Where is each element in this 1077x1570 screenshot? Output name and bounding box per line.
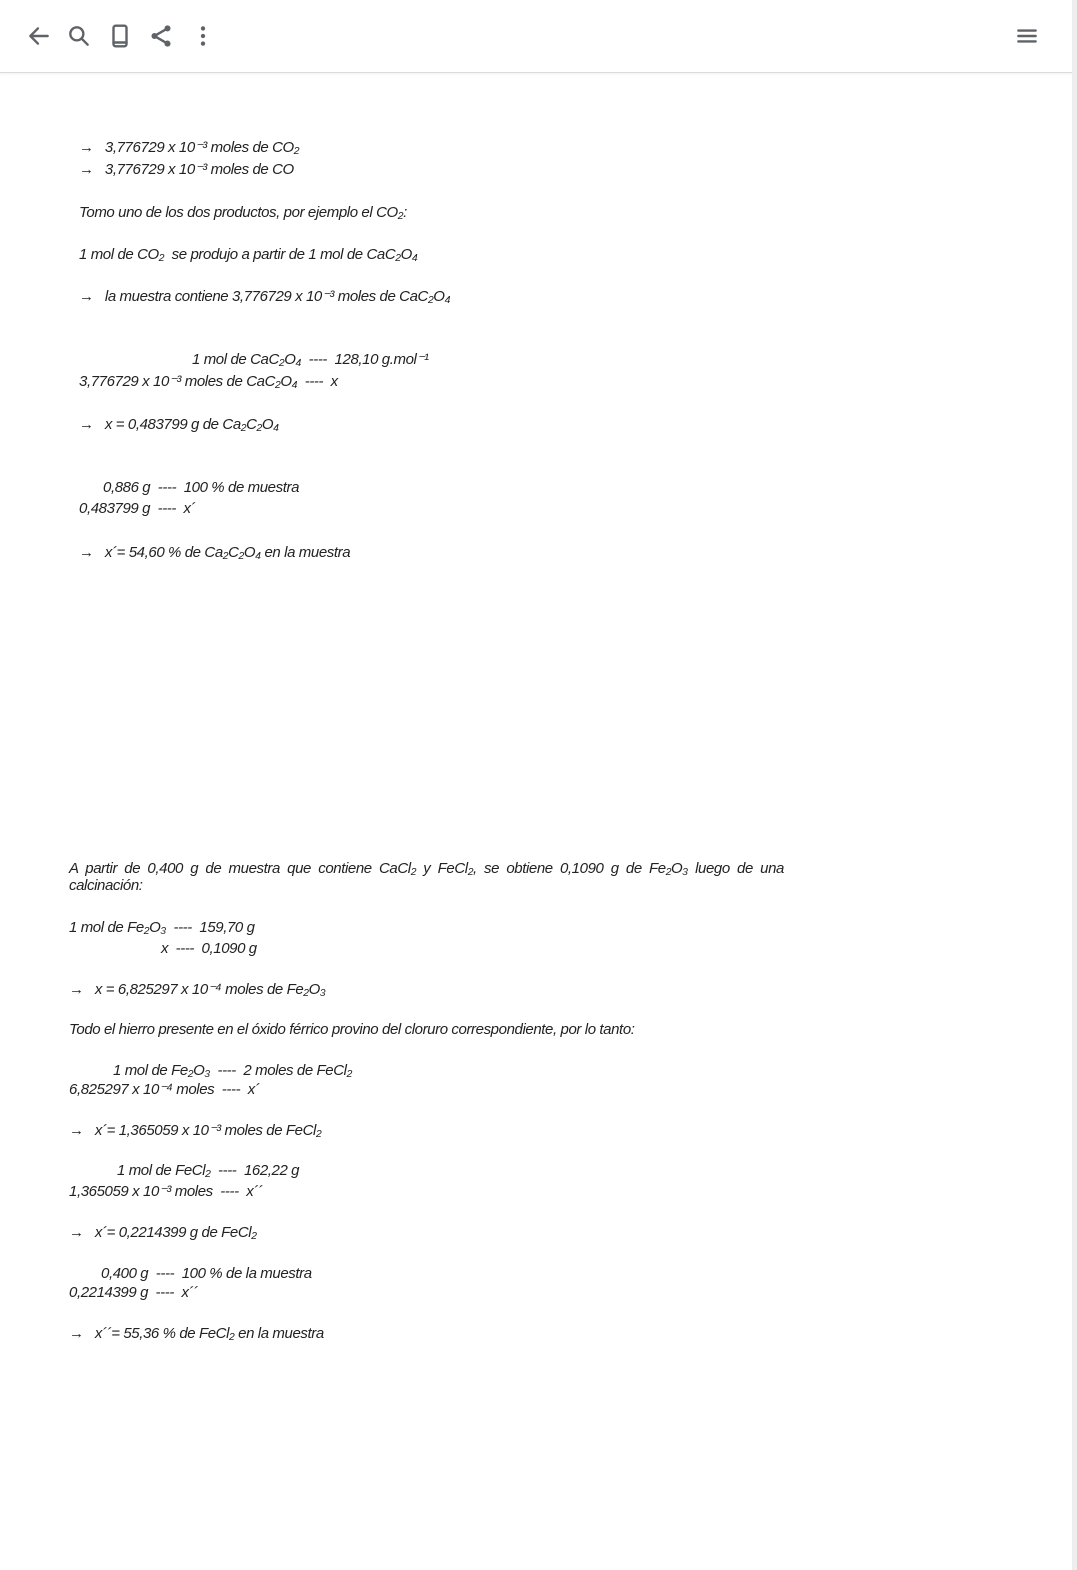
text-line: Tomo uno de los dos productos, por ejemplo el CO₂:: [79, 204, 407, 221]
text-line: 1 mol de Fe₂O₃ ---- 2 moles de FeCl₂: [113, 1062, 352, 1079]
share-icon[interactable]: [143, 18, 179, 54]
toolbar: [0, 0, 1077, 73]
text-line: → x = 0,483799 g de Ca₂C₂O₄: [79, 416, 279, 433]
text-line: 6,825297 x 10⁻⁴ moles ---- x´: [69, 1081, 260, 1098]
text-line: → 3,776729 x 10⁻³ moles de CO₂: [79, 139, 300, 156]
text-line: Todo el hierro presente en el óxido férrico provino del cloruro correspondiente, por lo tanto:: [69, 1021, 635, 1038]
text-line: 1 mol de FeCl₂ ---- 162,22 g: [117, 1162, 300, 1179]
document-viewer: [0, 73, 1072, 1570]
text-line: 0,400 g ---- 100 % de la muestra: [101, 1265, 312, 1282]
scrollbar[interactable]: [1072, 0, 1077, 1570]
text-line: 1 mol de CO₂ se produjo a partir de 1 mol de CaC₂O₄: [79, 246, 418, 263]
text-line: 0,886 g ---- 100 % de muestra: [103, 479, 300, 496]
text-line: 0,2214399 g ---- x´´: [69, 1284, 198, 1301]
text-line: 1 mol de Fe₂O₃ ---- 159,70 g: [69, 919, 255, 936]
text-line: x ---- 0,1090 g: [161, 940, 257, 957]
text-line: → x´´= 55,36 % de FeCl₂ en la muestra: [69, 1325, 324, 1342]
phone-icon[interactable]: [102, 18, 138, 54]
text-line: → x = 6,825297 x 10⁻⁴ moles de Fe₂O₃: [69, 981, 326, 998]
text-line: 0,483799 g ---- x´: [79, 500, 196, 517]
text-line: 1 mol de CaC₂O₄ ---- 128,10 g.mol⁻¹: [192, 351, 429, 368]
text-line: 3,776729 x 10⁻³ moles de CaC₂O₄ ---- x: [79, 373, 338, 390]
text-line: → x´= 0,2214399 g de FeCl₂: [69, 1224, 257, 1241]
search-icon[interactable]: [61, 18, 97, 54]
text-paragraph: A partir de 0,400 g de muestra que contiene CaCl₂ y FeCl₂, se obtiene 0,1090 g de Fe₂O₃ luego de una calcinación:: [69, 860, 784, 894]
text-line: → x´= 54,60 % de Ca₂C₂O₄ en la muestra: [79, 544, 351, 561]
more-vert-icon[interactable]: [185, 18, 221, 54]
text-line: → 3,776729 x 10⁻³ moles de CO: [79, 161, 294, 178]
back-arrow-icon[interactable]: [21, 18, 57, 54]
text-line: 1,365059 x 10⁻³ moles ---- x´´: [69, 1183, 263, 1200]
text-line: → x´= 1,365059 x 10⁻³ moles de FeCl₂: [69, 1122, 322, 1139]
text-line: → la muestra contiene 3,776729 x 10⁻³ moles de CaC₂O₄: [79, 288, 451, 305]
menu-icon[interactable]: [1009, 18, 1045, 54]
